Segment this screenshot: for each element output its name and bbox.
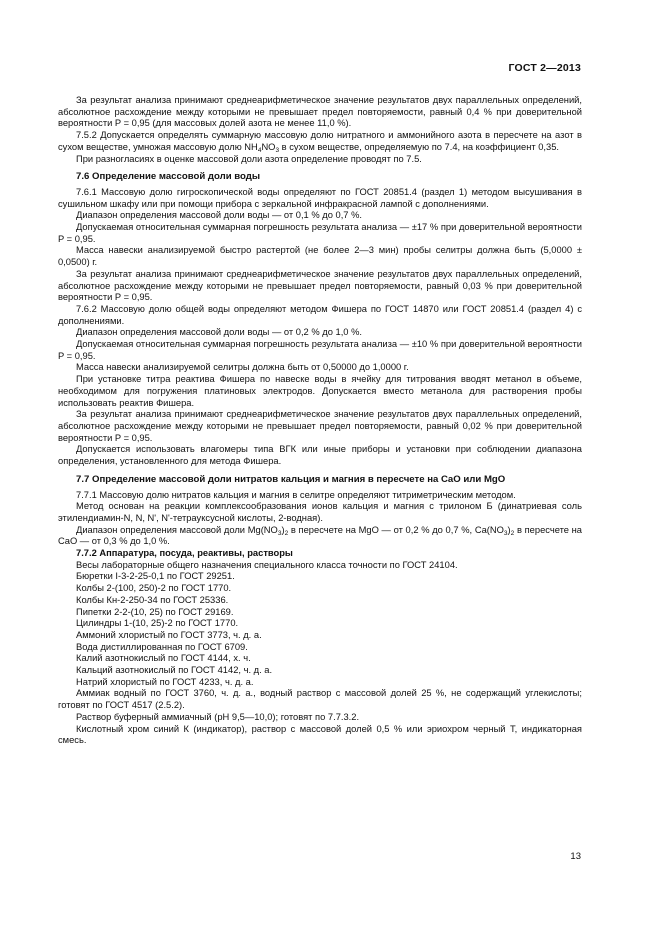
paragraph: Допускается использовать влагомеры типа ВГК или иные приборы и установки при соблюдении диапазона определения, установленного для метода Фишера. xyxy=(58,444,582,467)
list-item: Колбы Кн-2-250-34 по ГОСТ 25336. xyxy=(76,594,229,605)
paragraph: 7.6.2 Массовую долю общей воды определяют методом Фишера по ГОСТ 14870 или ГОСТ 20851.4 (раздел 4) с дополнениями. xyxy=(58,303,582,326)
list-item: Калий азотнокислый по ГОСТ 4144, х. ч. xyxy=(76,653,251,664)
paragraph: Масса навески анализируемой селитры должна быть от 0,50000 до 1,0000 г. xyxy=(76,362,409,373)
paragraph: Диапазон определения массовой доли воды — от 0,2 % до 1,0 %. xyxy=(76,327,362,338)
list-item: Пипетки 2-2-(10, 25) по ГОСТ 29169. xyxy=(76,606,234,617)
list-item: Весы лабораторные общего назначения специального класса точности по ГОСТ 24104. xyxy=(76,559,458,570)
paragraph: За результат анализа принимают среднеарифметическое значение результатов двух параллельных определений, абсолютное расхождение между которыми не превышает предел повторяемости, равный 0,02 % при доверительной вероятности P = 0,95. xyxy=(58,409,582,443)
paragraph: За результат анализа принимают среднеарифметическое значение результатов двух параллельных определений, абсолютное расхождение между которыми не превышает предел повторяемости, равный 0,4 % при доверительной вероятности P = 0,95 (для массовых долей азота не менее 11,0 %). xyxy=(58,95,582,129)
section-heading-7-7: 7.7 Определение массовой доли нитратов кальция и магния в пересчете на CaO или MgO xyxy=(76,473,506,485)
paragraph: Диапазон определения массовой доли воды — от 0,1 % до 0,7 %. xyxy=(76,210,362,221)
paragraph: При установке титра реактива Фишера по навеске воды в ячейку для титрования вводят метанол в объеме, необходимом для погружения платиновых электродов. Допускается вместо метанола для растворения пробы использовать реактив Фишера. xyxy=(58,374,582,408)
equipment-list xyxy=(58,560,582,689)
subsection-heading-7-7-2: 7.7.2 Аппаратура, посуда, реактивы, растворы xyxy=(76,548,293,559)
paragraph: Раствор буферный аммиачный (pH 9,5—10,0); готовят по 7.7.3.2. xyxy=(76,711,360,722)
document-header: ГОСТ 2—2013 xyxy=(508,62,581,74)
paragraph: Масса навески анализируемой быстро растертой (не более 2—3 мин) пробы селитры должна быть (5,0000 ± 0,0500) г. xyxy=(58,245,582,268)
paragraph-nitrogen-sum: 7.5.2 Допускается определять суммарную массовую долю нитратного и аммонийного азота в пересчете на азот в сухом веществе, умножая массовую долю $NH_4NO_3$ в сухом веществе, определяемую по 7.4, на коэффициент 0,35. xyxy=(58,130,582,154)
paragraph: Допускаемая относительная суммарная погрешность результата анализа — ±10 % при доверительной вероятности P = 0,95. xyxy=(58,339,582,361)
paragraph: Кислотный хром синий К (индикатор), раствор с массовой долей 0,5 % или эриохром черный Т, индикаторная смесь. xyxy=(58,723,582,746)
section-heading-7-6: 7.6 Определение массовой доли воды xyxy=(76,171,261,183)
list-item: Вода дистиллированная по ГОСТ 6709. xyxy=(76,641,248,652)
paragraph: Допускаемая относительная суммарная погрешность результата анализа — ±17 % при доверительной вероятности P = 0,95. xyxy=(58,222,582,244)
page-content xyxy=(58,95,582,747)
list-item: Аммоний хлористый по ГОСТ 3773, ч. д. а. xyxy=(76,629,262,640)
list-item: Кальций азотнокислый по ГОСТ 4142, ч. д. а. xyxy=(76,665,273,676)
paragraph: 7.6.1 Массовую долю гигроскопической воды определяют по ГОСТ 20851.4 (раздел 1) методом высушивания в сушильном шкафу или при помощи прибора с зеркальной инфракрасной лампой с дополнениями. xyxy=(58,186,582,209)
paragraph: При разногласиях в оценке массовой доли азота определение проводят по 7.5. xyxy=(76,153,422,164)
page-number: 13 xyxy=(570,851,581,862)
paragraph-range: Диапазон определения массовой доли $Mg(NO_3)_2$ в пересчете на MgO — от 0,2 % до 0,7 %, $Ca(NO_3)_2$ в пересчете на CaO — от 0,3 % до 1,0 %. xyxy=(58,524,583,547)
list-item: Колбы 2-(100, 250)-2 по ГОСТ 1770. xyxy=(76,583,232,594)
list-item: Бюретки I-3-2-25-0,1 по ГОСТ 29251. xyxy=(76,571,235,582)
paragraph: Метод основан на реакции комплексообразования ионов кальция и магния с трилоном Б (динатриевая соль этилендиамин-N, N, N', N'-тетрауксусной кислоты, 2-водная). xyxy=(58,501,582,523)
paragraph: Аммиак водный по ГОСТ 3760, ч. д. а., водный раствор с массовой долей 25 %, не содержащий углекислоты; готовят по ГОСТ 4517 (2.5.2). xyxy=(58,688,582,711)
list-item: Цилиндры 1-(10, 25)-2 по ГОСТ 1770. xyxy=(76,618,239,629)
list-item: Натрий хлористый по ГОСТ 4233, ч. д. а. xyxy=(76,676,254,687)
paragraph: 7.7.1 Массовую долю нитратов кальция и магния в селитре определяют титриметрическим методом. xyxy=(76,489,516,500)
paragraph: За результат анализа принимают среднеарифметическое значение результатов двух параллельных определений, абсолютное расхождение между которыми не превышает предел повторяемости, равный 0,03 % при доверительной вероятности P = 0,95. xyxy=(58,268,582,303)
